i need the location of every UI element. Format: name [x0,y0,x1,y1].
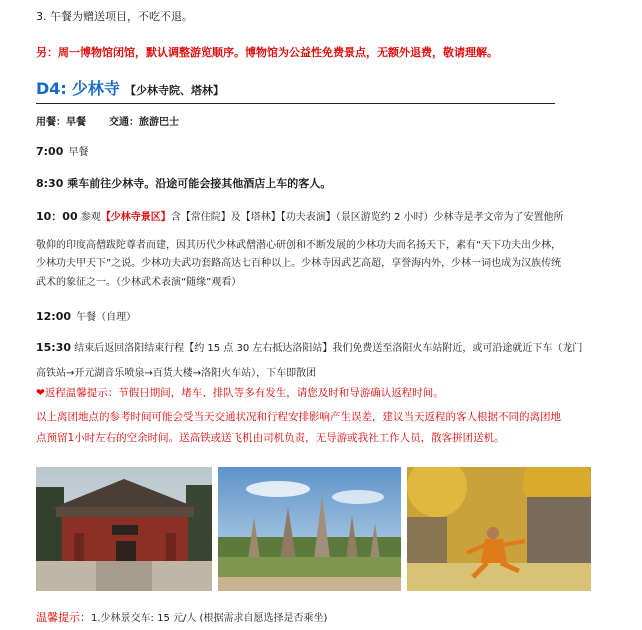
temple-gate-photo [36,467,212,591]
text-1000-line2: 敬仰的印度高僧跋陀尊者而建，因其历代少林武僧潜心研创和不断发展的少林功夫而名扬天下，素有“天下功夫出少林， [36,240,562,251]
transport-label: 交通： [108,117,139,128]
scenic-area-name: 【少林寺景区】 [100,212,171,223]
day-heading [36,76,224,99]
schedule-row-0830 [36,175,331,191]
time-0830: 8:30 [36,177,64,190]
text-1000-line4: 武术的象征之一。（少林武术表演“随缘”观看） [36,277,242,288]
text-1000-line3: 少林功夫甲天下”之说。少林功夫武功套路高达七百种以上。少林寺因武艺高超，享誉海内外，少林一词也成为汉族传统 [36,258,562,269]
note-item-3: 3. 午餐为赠送项目，不吃不退。 [36,10,193,23]
pagoda-forest-photo [218,467,401,591]
tip-label: 温馨提示： [36,611,91,624]
meals-value: 早餐 [66,117,86,128]
footer-tip [36,609,327,625]
schedule-row-1530 [36,339,582,354]
meals-label: 用餐： [36,117,66,128]
reminder-line-2: 以上离团地点的参考时间可能会受当天交通状况和行程安排影响产生误差，建议当天返程的客人根据不同的离团地 [36,411,561,423]
text-1000-rest: 含【常住院】及【塔林】【功夫表演】（景区游览约 2 小时）少林寺是孝文帝为了安置他所 [170,212,564,223]
tip-text: 1.少林景交车: 15 元/人 (根据需求自愿选择是否乘坐) [91,613,328,624]
time-1000: 10：00 [36,210,78,223]
heart-icon: ❤ [36,387,45,399]
text-1530-line2: 高铁站→开元湖音乐喷泉→百货大楼→洛阳火车站），下车即散团 [36,368,317,379]
transport-value: 旅游巴士 [138,117,179,128]
text-1530: 结束后返回洛阳结束行程【约 15 点 30 左右抵达洛阳站】我们免费送至洛阳火车站附近，或可沿途就近下车（龙门 [74,343,583,354]
reminder-line-3: 点预留1小时左右的空余时间。送高铁或送飞机由司机负责，无导游或我社工作人员，散客拼团送机。 [36,432,505,444]
heading-divider [36,103,555,104]
schedule-row-0700 [36,140,88,159]
schedule-row-1000 [36,208,564,224]
meta-line [36,113,179,128]
text-0830: 乘车前往少林寺。沿途可能会接其他酒店上车的客人。 [67,177,332,190]
time-0700: 7:00 [36,145,64,158]
text-1200: 午餐（自理） [76,312,137,323]
day-title: 少林寺 [71,79,120,98]
day-code: D4: [36,79,67,98]
time-1530: 15:30 [36,341,72,354]
return-reminder [36,385,444,400]
time-1200: 12:00 [36,310,72,323]
return-reminder-text: 返程温馨提示：节假日期间，堵车、排队等多有发生，请您及时和导游确认返程时间。 [44,387,444,399]
text-0700: 早餐 [68,147,89,158]
day-subtitle: 【少林寺院、塔林】 [125,84,225,97]
museum-notice: 另：周一博物馆闭馆，默认调整游览顺序。博物馆为公益性免费景点，无额外退费，敬请理解。 [36,46,498,59]
kungfu-monk-photo [407,467,591,591]
schedule-row-1200 [36,305,136,324]
text-1000-pre: 参观 [80,212,101,223]
